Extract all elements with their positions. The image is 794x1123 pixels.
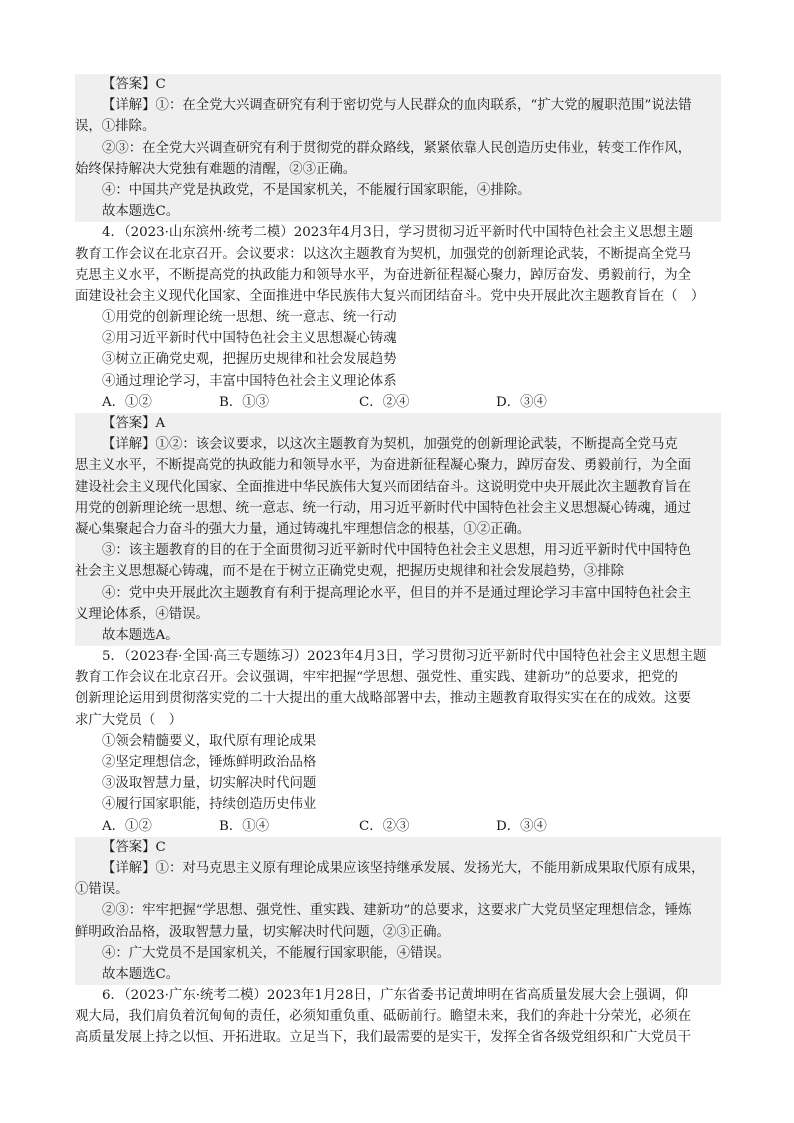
answer-label: 【答案】C xyxy=(75,837,721,858)
explanation-line: 鲜明政治品格，汲取智慧力量，切实解决时代问题，②③正确。 xyxy=(75,922,721,943)
question-5 xyxy=(75,646,721,837)
question-stem-line: 求广大党员（ ） xyxy=(75,712,183,728)
statement-item: ③树立正确党史观，把握历史规律和社会发展趋势 xyxy=(102,352,397,368)
question-stem-line: 教育工作会议在北京召开。会议要求：以这次主题教育为契机，加强党的创新理论武装，不断提高全党马 xyxy=(75,246,691,262)
explanation-line: 凝心集聚起合力奋斗的强大力量，通过铸魂扎牢理想信念的根基，①②正确。 xyxy=(75,519,721,540)
question-6 xyxy=(75,985,721,1049)
explanation-line: 用党的创新理论统一思想、统一意志、统一行动，用习近平新时代中国特色社会主义思想凝心铸魂，通过 xyxy=(75,498,721,519)
question-stem-line: 创新理论运用到贯彻落实党的二十大提出的重大战略部署中去，推动主题教育取得实实在在的成效。这要 xyxy=(75,691,691,707)
explanation-line: 【详解】①②：该会议要求，以这次主题教育为契机，加强党的创新理论武装，不断提高全党马克 xyxy=(75,434,721,455)
question-stem-line: 教育工作会议在北京召开。会议强调，牢牢把握“学思想、强党性、重实践、建新功”的总要求，把党的 xyxy=(75,670,678,686)
option-b: B．①③ xyxy=(219,394,270,410)
question-stem-line: 4．（2023·山东滨州·统考二模）2023年4月3日，学习贯彻习近平新时代中国特色社会主义思想主题 xyxy=(102,225,693,241)
answer-label: 【答案】C xyxy=(75,74,721,95)
conclusion-line: 故本题选C。 xyxy=(75,201,721,222)
explanation-line: 建设社会主义现代化国家、全面推进中华民族伟大复兴而团结奋斗。这说明党中央开展此次主题教育旨在 xyxy=(75,477,721,498)
explanation-line: 思主义水平，不断提高党的执政能力和领导水平，为奋进新征程凝心聚力，踔厉奋发、勇毅前行，为全面 xyxy=(75,455,721,476)
question-stem-line: 面建设社会主义现代化国家、全面推进中华民族伟大复兴而团结奋斗。党中央开展此次主题教育旨在（ ） xyxy=(75,288,705,304)
option-row xyxy=(75,816,721,837)
option-d: D．③④ xyxy=(496,818,547,834)
option-a: A．①② xyxy=(102,394,152,410)
conclusion-line: 故本题选C。 xyxy=(75,964,721,985)
question-stem-line: 克思主义水平，不断提高党的执政能力和领导水平，为奋进新征程凝心聚力，踔厉奋发、勇毅前行，为全 xyxy=(75,267,691,283)
question-stem-line: 观大局，我们肩负着沉甸甸的责任，必须知重负重、砥砺前行。瞻望未来，我们的奔赴十分荣光，必须在 xyxy=(75,1009,691,1025)
q4-answer-block xyxy=(75,413,721,646)
explanation-line: ②③：在全党大兴调查研究有利于贯彻党的群众路线，紧紧依靠人民创造历史伟业，转变工作作风， xyxy=(75,138,721,159)
question-stem-line: 高质量发展上持之以恒、开拓进取。立足当下，我们最需要的是实干，发挥全省各级党组织和广大党员干 xyxy=(75,1030,691,1046)
option-b: B．①④ xyxy=(219,818,270,834)
question-4 xyxy=(75,222,721,413)
statement-item: ②用习近平新时代中国特色社会主义思想凝心铸魂 xyxy=(102,331,397,347)
statement-item: ④通过理论学习，丰富中国特色社会主义理论体系 xyxy=(102,373,397,389)
explanation-line: 始终保持解决大党独有难题的清醒，②③正确。 xyxy=(75,159,721,180)
option-c: C．②③ xyxy=(359,818,410,834)
option-d: D．③④ xyxy=(496,394,547,410)
statement-item: ②坚定理想信念，锤炼鲜明政治品格 xyxy=(102,755,317,770)
document-page xyxy=(75,74,721,1049)
question-stem-line: 6．（2023·广东·统考二模）2023年1月28日，广东省委书记黄坤明在省高质量发展大会上强调，仰 xyxy=(102,988,689,1004)
conclusion-line: 故本题选A。 xyxy=(75,625,721,646)
explanation-line: ②③：牢牢把握“学思想、强党性、重实践、建新功”的总要求，这要求广大党员坚定理想信念，锤炼 xyxy=(75,900,721,921)
q3-answer-block xyxy=(75,74,721,222)
statement-item: ④履行国家职能，持续创造历史伟业 xyxy=(102,797,317,813)
statement-item: ①用党的创新理论统一思想、统一意志、统一行动 xyxy=(102,310,397,326)
question-stem-line: 5．（2023春·全国·高三专题练习）2023年4月3日，学习贯彻习近平新时代中国特色社会主义思想主题 xyxy=(102,649,707,665)
explanation-line: 【详解】①：在全党大兴调查研究有利于密切党与人民群众的血肉联系，“扩大党的履职范围”说法错 xyxy=(75,95,721,116)
statement-item: ①领会精髓要义，取代原有理论成果 xyxy=(102,733,317,749)
statement-item: ③汲取智慧力量，切实解决时代问题 xyxy=(102,776,317,792)
answer-label: 【答案】A xyxy=(75,413,721,434)
explanation-line: ④：党中央开展此次主题教育有利于提高理论水平，但目的并不是通过理论学习丰富中国特色社会主 xyxy=(75,583,721,604)
explanation-line: 【详解】①：对马克思主义原有理论成果应该坚持继承发展、发扬光大，不能用新成果取代原有成果， xyxy=(75,858,721,879)
explanation-line: ④：中国共产党是执政党，不是国家机关，不能履行国家职能，④排除。 xyxy=(75,180,721,201)
option-a: A．①② xyxy=(102,818,152,834)
explanation-line: ③：该主题教育的目的在于全面贯彻习近平新时代中国特色社会主义思想，用习近平新时代中国特色 xyxy=(75,540,721,561)
explanation-line: ④：广大党员不是国家机关，不能履行国家职能，④错误。 xyxy=(75,943,721,964)
explanation-line: ①错误。 xyxy=(75,879,721,900)
option-row xyxy=(75,392,721,413)
option-c: C．②④ xyxy=(359,394,410,410)
explanation-line: 误，①排除。 xyxy=(75,116,721,137)
explanation-line: 社会主义思想凝心铸魂，而不是在于树立正确党史观，把握历史规律和社会发展趋势，③排除 xyxy=(75,561,721,582)
explanation-line: 义理论体系，④错误。 xyxy=(75,604,721,625)
q5-answer-block xyxy=(75,837,721,985)
